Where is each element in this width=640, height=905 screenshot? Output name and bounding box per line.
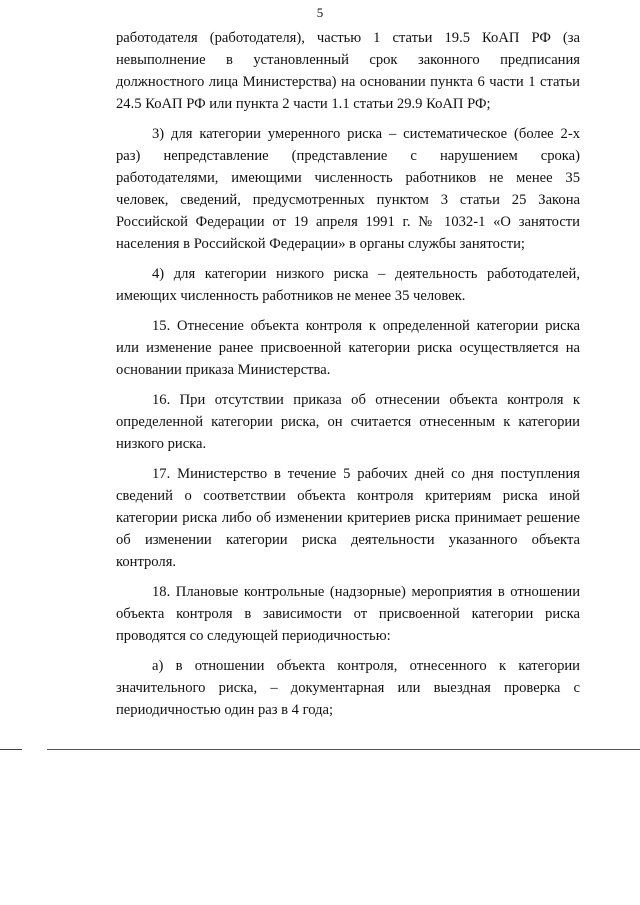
paragraph-continuation: работодателя (работодателя), частью 1 статьи 19.5 КоАП РФ (за невыполнение в установленный срок законного предписания должностного лица Министерства) на основании пункта 6 части 1 статьи 24.5 КоАП РФ или пункта 2 части 1.1 статьи 29.9 КоАП РФ;: [116, 30, 580, 112]
paragraph-15: 15. Отнесение объекта контроля к определенной категории риска или изменение ранее присвоенной категории риска осуществляется на основании приказа Министерства.: [116, 318, 580, 378]
paragraph-17: 17. Министерство в течение 5 рабочих дней со дня поступления сведений о соответствии объекта контроля критериям риска иной категории риска либо об изменении критериев риска принимает решение об изменении категории риска деятельности указанного объекта контроля.: [116, 466, 580, 570]
page-number: 5: [316, 5, 324, 20]
paragraph-item-3: 3) для категории умеренного риска – систематическое (более 2-х раз) непредставление (представление с нарушением срока) работодателями, имеющими численность работников не менее 35 человек, сведений, предусмотренных пунктом 3 статьи 25 Закона Российской Федерации от 19 апреля 1991 г. № 1032-1 «О занятости населения в Российской Федерации» в органы службы занятости;: [116, 126, 580, 252]
paragraph-item-4: 4) для категории низкого риска – деятельность работодателей, имеющих численность работников не менее 35 человек.: [116, 266, 580, 304]
paragraph-16: 16. При отсутствии приказа об отнесении объекта контроля к определенной категории риска, он считается отнесенным к категории низкого риска.: [116, 392, 580, 452]
scan-divider-line-left: [0, 749, 22, 750]
paragraph-18: 18. Плановые контрольные (надзорные) мероприятия в отношении объекта контроля в зависимости от присвоенной категории риска проводятся со следующей периодичностью:: [116, 584, 580, 644]
paragraph-18-a: а) в отношении объекта контроля, отнесенного к категории значительного риска, – документарная или выездная проверка с периодичностью один раз в 4 года;: [116, 658, 580, 718]
document-body: [116, 27, 580, 729]
scan-divider-line: [47, 749, 640, 750]
